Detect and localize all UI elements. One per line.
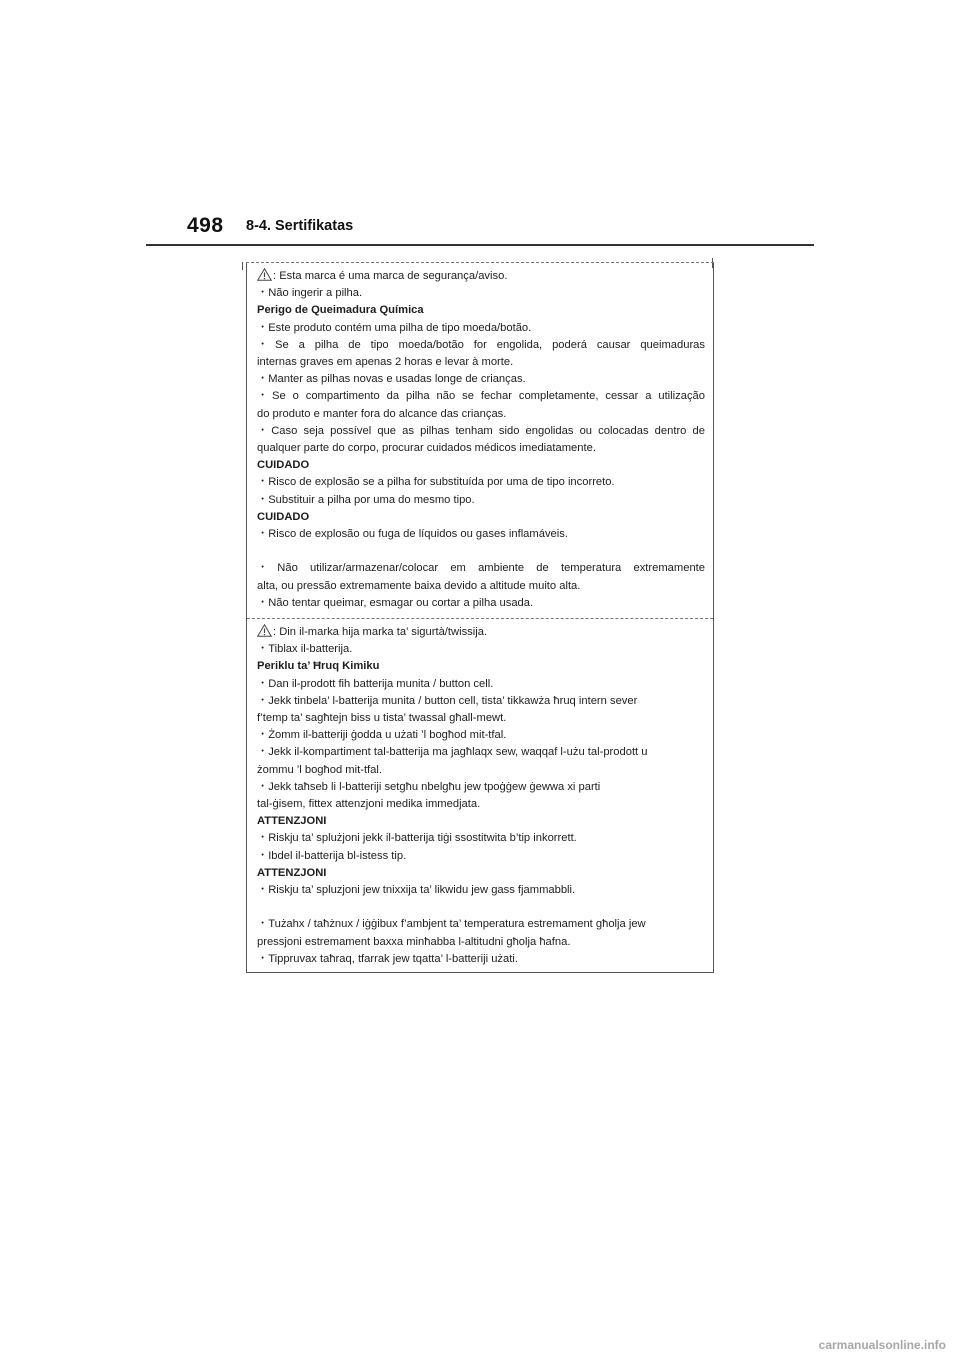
text-line: ・Substituir a pilha por uma do mesmo tipo. xyxy=(257,493,475,506)
portuguese-section xyxy=(257,268,705,612)
subheading: Perigo de Queimadura Química xyxy=(257,304,424,317)
text-line: pressjoni estremament baxxa minħabba l-altitudni għolja ħafna. xyxy=(257,935,571,948)
watermark: carmanualsonline.info xyxy=(818,1338,946,1352)
spacer xyxy=(257,543,705,560)
text-line: qualquer parte do corpo, procurar cuidados médicos imediatamente. xyxy=(257,442,596,455)
section-divider xyxy=(247,618,713,619)
text-line: ・Manter as pilhas novas e usadas longe de crianças. xyxy=(257,373,526,386)
spacer xyxy=(257,899,705,916)
text-line: ・Risco de explosão se a pilha for substituída por uma de tipo incorreto. xyxy=(257,476,615,489)
text-line: ・Tippruvax taħraq, tfarrak jew tqatta’ l-batteriji użati. xyxy=(257,952,518,965)
text-line: ・Caso seja possível que as pilhas tenham sido engolidas ou colocadas dentro de xyxy=(257,424,705,437)
text-line: ・Ibdel il-batterija bl-istess tip. xyxy=(257,849,407,862)
text-line: ・Riskju ta’ spluzjoni jew tnixxija ta’ likwidu jew gass fjammabbli. xyxy=(257,884,576,897)
text-line: ・Jekk tinbela’ l-batterija munita / button cell, tista’ tikkawża ħruq intern sever xyxy=(257,694,638,707)
warning-mark-line: : Din il-marka hija marka ta’ sigurtà/twissija. xyxy=(257,624,705,641)
text-line: ・Żomm il-batteriji ġodda u użati ’l bogħod mit-tfal. xyxy=(257,729,507,742)
text-line: ・Este produto contém uma pilha de tipo moeda/botão. xyxy=(257,321,532,334)
text-line: internas graves em apenas 2 horas e levar à morte. xyxy=(257,356,514,369)
warning-mark-line: : Esta marca é uma marca de segurança/aviso. xyxy=(257,268,705,285)
subheading: Periklu ta’ Ħruq Kimiku xyxy=(257,660,380,673)
text-line: ・Jekk taħseb li l-batteriji setgħu nbelgħu jew tpoġġew ġewwa xi parti xyxy=(257,780,601,793)
text-line: do produto e manter fora do alcance das crianças. xyxy=(257,407,507,420)
text-line: f’temp ta’ sagħtejn biss u tista’ twassal għall-mewt. xyxy=(257,712,507,725)
text-line: alta, ou pressão extremamente baixa devido a altitude muito alta. xyxy=(257,579,581,592)
section-title: 8-4. Sertifikatas xyxy=(246,218,354,234)
text-line: ・Não ingerir a pilha. xyxy=(257,287,363,300)
text-line: ・Tużahx / taħżnux / iġġibux f’ambjent ta’ temperatura estremament għolja jew xyxy=(257,918,646,931)
text-line: tal-ġisem, fittex attenzjoni medika immedjata. xyxy=(257,798,481,811)
text-line: ・Não tentar queimar, esmagar ou cortar a pilha usada. xyxy=(257,596,534,609)
text-line: ・Se o compartimento da pilha não se fechar completamente, cessar a utilização xyxy=(257,390,705,403)
caution-heading: CUIDADO xyxy=(257,459,310,472)
text-line: ・Se a pilha de tipo moeda/botão for engolida, poderá causar queimaduras xyxy=(257,338,705,351)
text-line: ・Tiblax il-batterija. xyxy=(257,643,353,656)
maltese-section xyxy=(257,624,705,968)
caution-heading: ATTENZJONI xyxy=(257,866,327,879)
text-line: ・Risco de explosão ou fuga de líquidos ou gases inflamáveis. xyxy=(257,528,568,541)
text-line: ・Não utilizar/armazenar/colocar em ambiente de temperatura extremamente xyxy=(257,562,705,575)
text-line: żommu ’l bogħod mit-tfal. xyxy=(257,763,382,776)
certification-box xyxy=(246,262,714,972)
warning-triangle-icon xyxy=(257,268,272,281)
caution-heading: CUIDADO xyxy=(257,510,310,523)
box-corner-tick xyxy=(242,262,243,270)
caution-heading: ATTENZJONI xyxy=(257,815,327,828)
warning-triangle-icon xyxy=(257,624,272,637)
text-line: ・Dan il-prodott fih batterija munita / button cell. xyxy=(257,677,494,690)
text-line: ・Jekk il-kompartiment tal-batterija ma jagħlaqx sew, waqqaf l-użu tal-prodott u xyxy=(257,746,648,759)
page-number: 498 xyxy=(187,214,224,237)
header-rule xyxy=(146,244,814,246)
text-line: ・Riskju ta’ splużjoni jekk il-batterija tiġi ssostitwita b’tip inkorrett. xyxy=(257,832,577,845)
